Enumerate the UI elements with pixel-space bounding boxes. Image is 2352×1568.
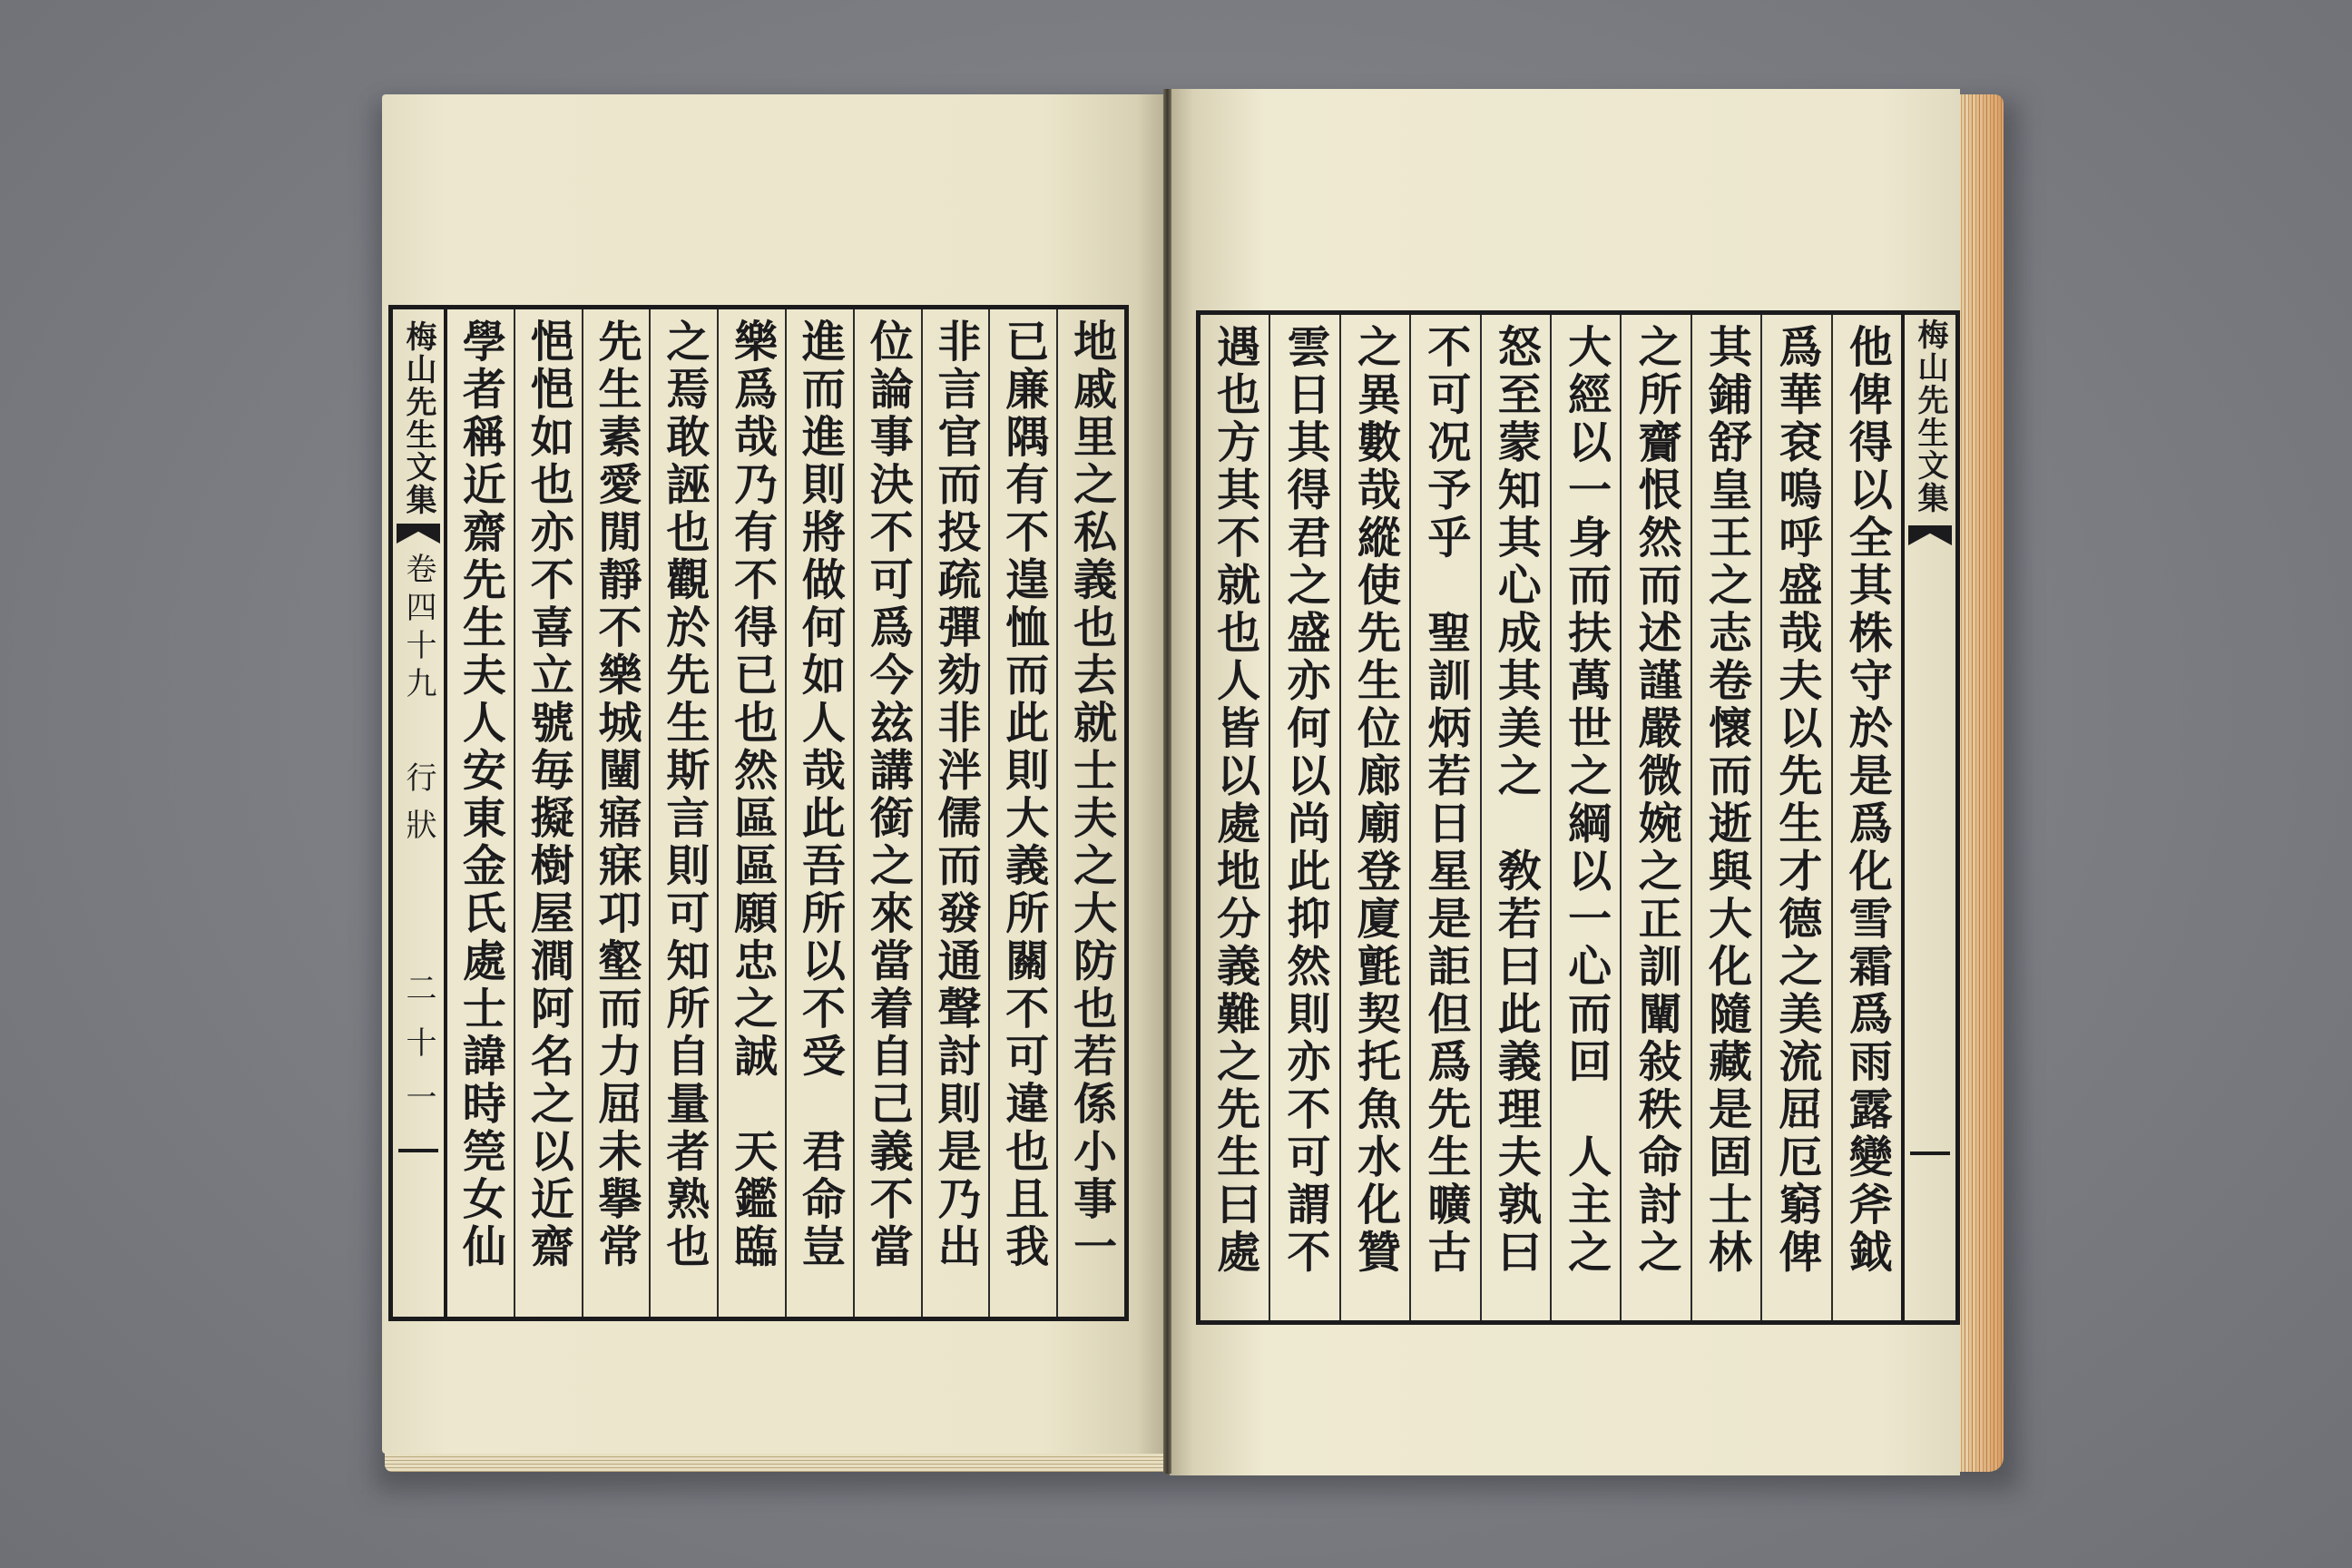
text-column	[514, 309, 582, 1317]
text-column	[853, 309, 921, 1317]
text-column-content: 之所齎恨然而述謹嚴微婉之正訓闡敍秩命討之	[1631, 324, 1682, 1277]
right-page-banxin	[1901, 315, 1955, 1320]
text-column	[1409, 315, 1479, 1320]
text-column	[1620, 315, 1690, 1320]
text-column-content: 雲日其得君之盛亦何以尚此抑然則亦不可謂不	[1279, 324, 1331, 1277]
fishtail-mark	[397, 524, 440, 544]
text-column	[717, 309, 785, 1317]
text-column	[649, 309, 717, 1317]
text-column	[1760, 315, 1830, 1320]
banxin-rule-mark	[398, 1149, 438, 1152]
text-column-content: 之焉敢誣也觀於先生斯言則可知所自量者熟也	[658, 318, 710, 1271]
text-column-content: 怒至蒙知其心成其美之 敎若曰此義理夫孰曰	[1490, 324, 1542, 1277]
text-column	[1269, 315, 1338, 1320]
right-page-text-frame	[1196, 310, 1960, 1325]
text-column	[1550, 315, 1620, 1320]
left-page-text-columns	[447, 309, 1124, 1317]
banxin-page-number: 二十一	[400, 972, 436, 1135]
text-column-content: 非言官而投疏彈劾非泮儒而發通聲討則是乃出	[930, 318, 981, 1271]
text-column	[921, 309, 989, 1317]
text-column-content: 先生素愛閒靜不樂城闉寤寐卭壑而力屈未擧常	[591, 318, 642, 1271]
banxin-rule-mark	[1910, 1152, 1950, 1155]
text-column-content: 不可况予乎 聖訓炳若日星是詎但爲先生曠古	[1419, 324, 1471, 1277]
text-column-content: 進而進則將做何如人哉此吾所以不受 君命豈	[794, 318, 846, 1271]
banxin-book-title: 梅山先生文集	[400, 320, 436, 516]
text-column-content: 大經以一身而扶萬世之綱以一心而回 人主之	[1560, 324, 1612, 1277]
text-column-content: 樂爲哉乃有不得已也然區區願忠之誠 天鑑臨	[726, 318, 778, 1271]
text-column	[1339, 315, 1409, 1320]
text-column	[1056, 309, 1124, 1317]
text-column	[1690, 315, 1760, 1320]
left-page-text-frame	[388, 305, 1129, 1321]
text-column-content: 位論事決不可爲今玆講銜之來當着自己義不當	[862, 318, 914, 1271]
banxin-section: 行狀	[400, 761, 436, 856]
book-spine	[1163, 89, 1171, 1474]
text-column	[1831, 315, 1901, 1320]
text-column	[1480, 315, 1550, 1320]
text-column-content: 遇也方其不就也人皆以處地分義難之先生曰處	[1209, 324, 1260, 1277]
text-column-content: 之異數哉縱使先生位廊廟登廈氈契托魚水化贊	[1349, 324, 1401, 1277]
right-page-text-columns	[1200, 315, 1901, 1320]
text-column-content: 其鋪舒皇王之志卷懷而逝與大化隨藏是固士林	[1700, 324, 1752, 1277]
text-column	[582, 309, 650, 1317]
banxin-volume: 卷四十九	[400, 553, 436, 705]
text-column-content: 爲華袞嗚呼盛哉夫以先生才德之美流屈厄窮俾	[1770, 324, 1822, 1277]
text-column	[447, 309, 514, 1317]
fishtail-mark	[1908, 525, 1952, 545]
text-column	[785, 309, 853, 1317]
text-column-content: 學者稱近齋先生夫人安東金氏處士諱時筦女仙	[455, 318, 506, 1271]
text-column	[1200, 315, 1269, 1320]
text-column	[988, 309, 1056, 1317]
banxin-book-title: 梅山先生文集	[1912, 318, 1948, 514]
text-column-content: 地戚里之私義也去就士夫之大防也若係小事一	[1065, 318, 1117, 1271]
text-column-content: 悒悒如也亦不喜立號毎擬樹屋澗阿名之以近齋	[523, 318, 574, 1271]
text-column-content: 已廉隅有不遑恤而此則大義所關不可違也且我	[997, 318, 1049, 1271]
left-page-banxin	[393, 309, 447, 1317]
text-column-content: 他俾得以全其株守於是爲化雪霜爲雨露變斧鉞	[1841, 324, 1893, 1277]
